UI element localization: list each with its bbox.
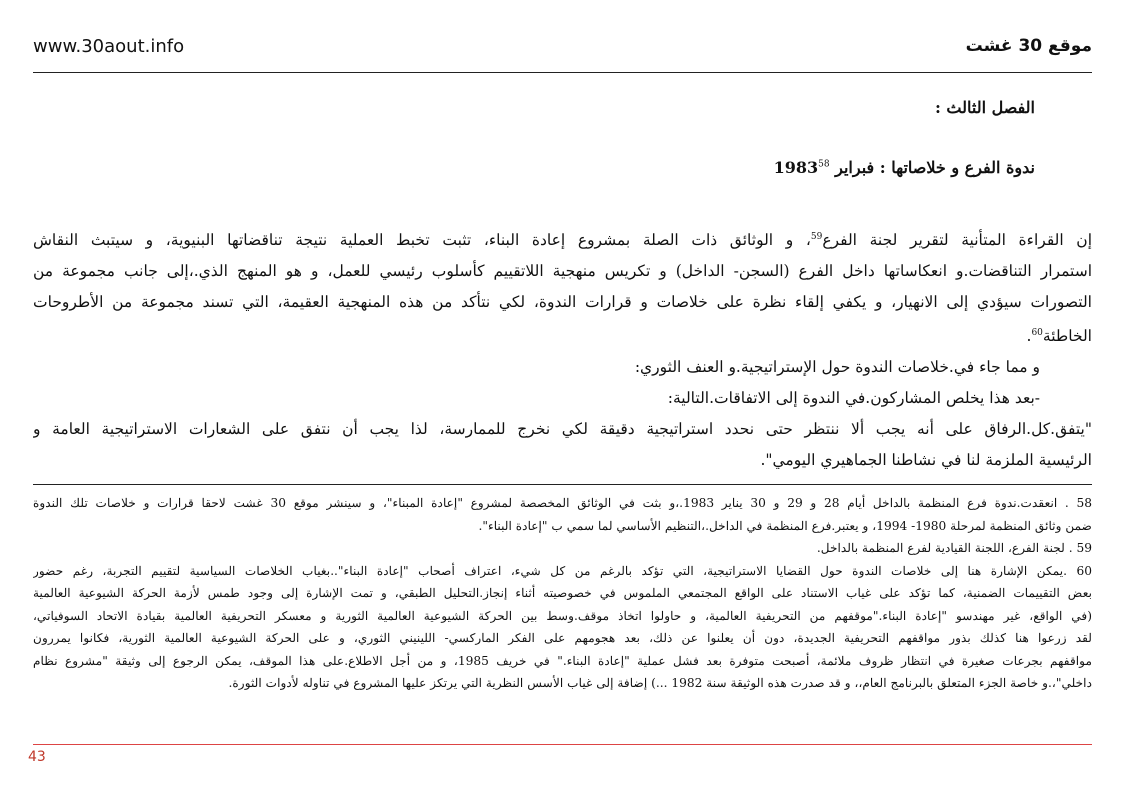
footnote-line-4: 60 .يمكن الإشارة هنا إلى خلاصات الندوة حول القضايا الاستراتيجية، التي تؤكد بالرغم من كل شيء، اعتراف أصحاب "إعادة البناء"..بغياب الخلاصات السياسية لتقييم التجربة، رغم حضور [33, 563, 1092, 578]
site-url: www.30aout.info [33, 36, 185, 57]
footnote-line-7: لقد زرعوا هنا كذلك بذور مواقفهم التحريفية الجديدة، دون أن يعلنوا عن ذلك، بعد هجومهم على الفكر الماركسي- اللينيني الثوري، و على الحركة الشيوعية العالمية الثورية، فكانوا يمررون [33, 631, 1092, 645]
body-line-4-tail: . [1026, 327, 1032, 346]
footnote-line-1: 58 . انعقدت.ندوة فرع المنظمة بالداخل أيام 28 و 29 و 30 يناير 1983.،و بثت في الوثائق المخصصة لمشروع "إعادة المبناء"، و سينشر موقع 30 غشت لاحقا قرارات و خلاصات تلك الندوة [33, 496, 1092, 510]
footnote-ref-59: 59 [810, 232, 823, 242]
section-title [774, 158, 1035, 177]
body-line-8: الرئيسية الملزمة لنا في نشاطنا الجماهيري اليومي". [760, 451, 1092, 470]
body-line-6: -بعد هذا يخلص المشاركون.في الندوة إلى الاتفاقات.التالية: [667, 389, 1040, 408]
body-line-5: و مما جاء في.خلاصات الندوة حول الإستراتيجية.و العنف الثوري: [634, 358, 1040, 377]
header-rule [33, 72, 1092, 73]
body-line-2: استمرار التناقضات.و انعكاساتها داخل الفرع (السجن- الداخل) و تكريس منهجية اللاتقييم كأسلوب رئيسي للعمل، و هو المنهج الذي.،إلى جانب مجموعة من [33, 262, 1092, 281]
footnote-line-3: 59 . لجنة الفرع، اللجنة القيادية لفرع المنظمة بالداخل. [816, 541, 1092, 555]
footnote-line-2: ضمن وثائق المنظمة لمرحلة 1980- 1994، و يعتبر.فرع المنظمة في الداخل.،التنظيم الأساسي لما سمي ب "إعادة البناء". [478, 518, 1092, 533]
footnote-line-6: (في الواقع، غير مهندسو "إعادة البناء."موقفهم من التحريفية العالمية، و حاولوا اتخاذ موقف.وسط بين الحركة الشيوعية العالمية الثورية و معسكر التحريفية العالمية بقيادة الاتحاد السوفياتي، [33, 608, 1092, 623]
body-line-7: "يتفق.كل.الرفاق على أنه يجب ألا ننتظر حتى نحدد استراتيجية دقيقة لكي نخرج للممارسة، لذا يجب أن نتفق على الشعارات الاستراتيجية العامة و [33, 420, 1092, 439]
chapter-heading: الفصل الثالث : [934, 98, 1035, 117]
footnote-ref-60: 60 [1031, 328, 1043, 339]
bottom-rule [33, 744, 1092, 745]
footnote-line-8: مواقفهم بجرعات صغيرة في انتظار ظروف ملائمة، أصبحت متوفرة بعد فشل عملية "إعادة البناء." في خريف 1985، و من أجل الاطلاع.على هذا الموقف، يمكن الرجوع إلى وثيقة "مشروع نظام [33, 653, 1092, 668]
footnote-rule [33, 484, 1092, 485]
section-title-text: ندوة الفرع و خلاصاتها : فبراير 1983 [773, 158, 1035, 177]
footnote-ref-58: 58 [818, 159, 830, 170]
body-line-1 [33, 222, 1092, 256]
site-name: موقع 30 غشت [965, 36, 1092, 56]
footnotes [33, 492, 1092, 695]
body-line-4-text: الخاطئة [1042, 327, 1092, 346]
footnote-line-5: بعض التقييمات الضمنية، كما تؤكد على غياب الاستناد على الواقع المجتمعي الملموس في خصوصيته أثناء إنجاز.التحليل الطبقي، و تمت الإشارة إلى وجود طمس لأزمة الحركة الشيوعية العالمية [33, 586, 1092, 600]
body-line-1-text: إن القراءة المتأنية لتقرير لجنة الفرع [822, 231, 1092, 250]
body-text [33, 222, 1092, 476]
body-line-4 [33, 318, 1092, 352]
body-line-3: التصورات سيؤدي إلى الانهيار، و يكفي إلقاء نظرة على خلاصات و قرارات الندوة، لكي نتأكد من هذه المنهجية العقيمة، التي تسند مجموعة من الأطروحات [33, 293, 1092, 312]
page-number: 43 [28, 749, 46, 765]
footnote-line-9: داخلي"،.و خاصة الجزء المتعلق بالبرنامج العام،، و قد صدرت هذه الوثيقة سنة 1982 ...) إضافة إلى غياب الأسس النظرية التي يرتكز عليها المشروع في تناوله لأدوات الثورة. [228, 676, 1092, 690]
body-line-1-tail: ، و الوثائق ذات الصلة بمشروع إعادة البناء، تثبت تخبط العملية نتيجة تناقضاتها البنيوية، و سيتبث النقاش [33, 231, 811, 250]
